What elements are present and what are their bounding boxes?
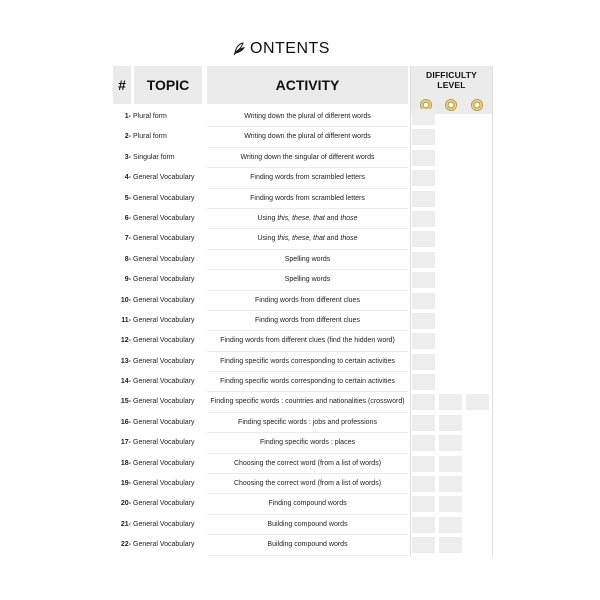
difficulty-box <box>412 109 435 125</box>
difficulty-box <box>439 517 462 533</box>
row-separator <box>207 412 408 413</box>
row-topic: General Vocabulary <box>133 357 195 365</box>
row-activity: Finding specific words : places <box>260 439 355 447</box>
row-separator <box>207 391 408 392</box>
difficulty-box <box>412 129 435 145</box>
page-title <box>232 38 330 60</box>
row-topic: General Vocabulary <box>133 194 195 202</box>
row-activity: Writing down the plural of different words <box>244 113 371 120</box>
row-separator <box>207 228 408 229</box>
row-number: 19- <box>120 480 131 488</box>
row-separator <box>207 269 408 270</box>
row-number: 6- <box>124 214 131 222</box>
row-activity: Finding words from scrambled letters <box>250 174 365 182</box>
difficulty-box <box>412 252 435 268</box>
difficulty-label: DIFFICULTY LEVEL <box>426 70 477 90</box>
row-separator <box>207 330 408 331</box>
row-topic: Singular form <box>133 153 175 161</box>
row-activity: Building compound words <box>267 541 348 549</box>
row-separator <box>207 371 408 372</box>
difficulty-box <box>412 333 435 349</box>
coin-icon <box>445 99 457 111</box>
difficulty-box <box>412 170 435 186</box>
row-number: 5- <box>124 194 131 202</box>
difficulty-box <box>412 211 435 227</box>
row-topic: General Vocabulary <box>133 541 195 549</box>
row-activity: Writing down the singular of different words <box>240 153 375 161</box>
row-number: 8- <box>124 255 131 263</box>
header-topic: TOPIC <box>134 66 202 104</box>
row-activity: Choosing the correct word (from a list of words) <box>233 480 382 488</box>
row-number: 12- <box>120 337 131 345</box>
difficulty-box <box>412 272 435 288</box>
row-separator <box>207 290 408 291</box>
header-number: # <box>113 66 131 104</box>
difficulty-box <box>412 191 435 207</box>
header-difficulty <box>411 66 492 114</box>
difficulty-box <box>412 150 435 166</box>
title-text: ONTENTS <box>250 40 330 57</box>
row-number: 14- <box>120 378 131 386</box>
row-separator <box>207 249 408 250</box>
row-topic: General Vocabulary <box>133 398 195 406</box>
row-number: 3- <box>124 153 131 161</box>
row-topic: General Vocabulary <box>133 276 195 284</box>
difficulty-box <box>412 496 435 512</box>
difficulty-box <box>439 456 462 472</box>
row-activity: Finding specific words corresponding to certain activities <box>220 378 395 386</box>
row-number: 16- <box>120 418 131 426</box>
difficulty-box <box>412 456 435 472</box>
row-separator <box>207 453 408 454</box>
row-activity: Finding specific words corresponding to certain activities <box>220 357 395 365</box>
row-activity: Writing down the plural of different words <box>244 133 371 141</box>
leaf-icon <box>232 41 248 57</box>
row-topic: General Vocabulary <box>133 378 195 386</box>
difficulty-box <box>439 394 462 410</box>
row-number: 15- <box>120 398 131 406</box>
row-topic: General Vocabulary <box>133 255 195 263</box>
row-topic: General Vocabulary <box>133 214 195 222</box>
row-separator <box>207 555 408 556</box>
row-number: 7- <box>124 235 131 243</box>
row-topic: General Vocabulary <box>133 316 195 324</box>
row-number: 20- <box>120 500 131 508</box>
row-activity: Finding specific words : jobs and professions <box>238 418 377 426</box>
row-topic: General Vocabulary <box>133 459 195 467</box>
row-number: 10- <box>120 296 131 304</box>
row-topic: General Vocabulary <box>133 500 195 508</box>
difficulty-box <box>412 293 435 309</box>
difficulty-box <box>412 476 435 492</box>
difficulty-box <box>412 435 435 451</box>
row-number: 1- <box>124 113 131 120</box>
row-number: 2- <box>124 133 131 141</box>
row-number: 22- <box>120 541 131 549</box>
difficulty-box <box>412 517 435 533</box>
difficulty-box <box>412 394 435 410</box>
difficulty-box <box>412 231 435 247</box>
difficulty-box <box>412 374 435 390</box>
difficulty-box <box>412 313 435 329</box>
row-activity: Finding words from different clues (find the hidden word) <box>220 337 395 345</box>
row-number: 11- <box>121 316 131 324</box>
row-separator <box>207 493 408 494</box>
row-separator <box>207 473 408 474</box>
row-separator <box>207 351 408 352</box>
row-topic: General Vocabulary <box>133 337 195 345</box>
row-separator <box>207 310 408 311</box>
coin-icon <box>471 99 483 111</box>
row-activity: Spelling words <box>284 255 331 263</box>
divider <box>410 66 411 556</box>
row-topic: General Vocabulary <box>133 418 195 426</box>
difficulty-box <box>439 435 462 451</box>
row-separator <box>207 208 408 209</box>
row-topic: General Vocabulary <box>133 439 195 447</box>
row-activity: Finding words from different clues <box>255 296 360 304</box>
row-activity: Spelling words <box>284 276 331 284</box>
row-topic: Plural form <box>133 133 167 141</box>
row-number: 4- <box>124 174 131 182</box>
divider <box>492 66 493 556</box>
row-separator <box>207 126 408 127</box>
difficulty-box <box>439 496 462 512</box>
row-separator <box>207 432 408 433</box>
row-activity: Using this, these, that and those <box>257 235 358 243</box>
difficulty-box <box>439 537 462 553</box>
row-separator <box>207 147 408 148</box>
row-activity: Finding words from different clues <box>255 316 360 324</box>
difficulty-box <box>439 476 462 492</box>
difficulty-box <box>412 537 435 553</box>
row-activity: Choosing the correct word (from a list of words) <box>233 459 382 467</box>
row-topic: Plural form <box>133 113 167 120</box>
row-activity: Finding compound words <box>268 500 347 508</box>
row-separator <box>207 514 408 515</box>
row-separator <box>207 534 408 535</box>
row-number: 18- <box>120 459 131 467</box>
difficulty-box <box>439 415 462 431</box>
difficulty-box <box>412 415 435 431</box>
difficulty-box <box>466 394 489 410</box>
row-topic: General Vocabulary <box>133 520 195 528</box>
row-activity: Finding words from scrambled letters <box>250 194 365 202</box>
row-topic: General Vocabulary <box>133 480 195 488</box>
difficulty-box <box>412 354 435 370</box>
row-number: 21- <box>120 520 131 528</box>
row-topic: General Vocabulary <box>133 296 195 304</box>
row-topic: General Vocabulary <box>133 235 195 243</box>
row-activity: Finding specific words : countries and nationalities (crossword) <box>210 398 405 406</box>
row-separator <box>207 167 408 168</box>
row-activity: Building compound words <box>267 520 348 528</box>
row-separator <box>207 188 408 189</box>
header-activity: ACTIVITY <box>207 66 408 104</box>
row-number: 17- <box>120 439 131 447</box>
row-number: 13- <box>120 357 131 365</box>
row-topic: General Vocabulary <box>133 174 195 182</box>
row-activity: Using this, these, that and those <box>257 214 358 222</box>
row-number: 9- <box>124 276 131 284</box>
